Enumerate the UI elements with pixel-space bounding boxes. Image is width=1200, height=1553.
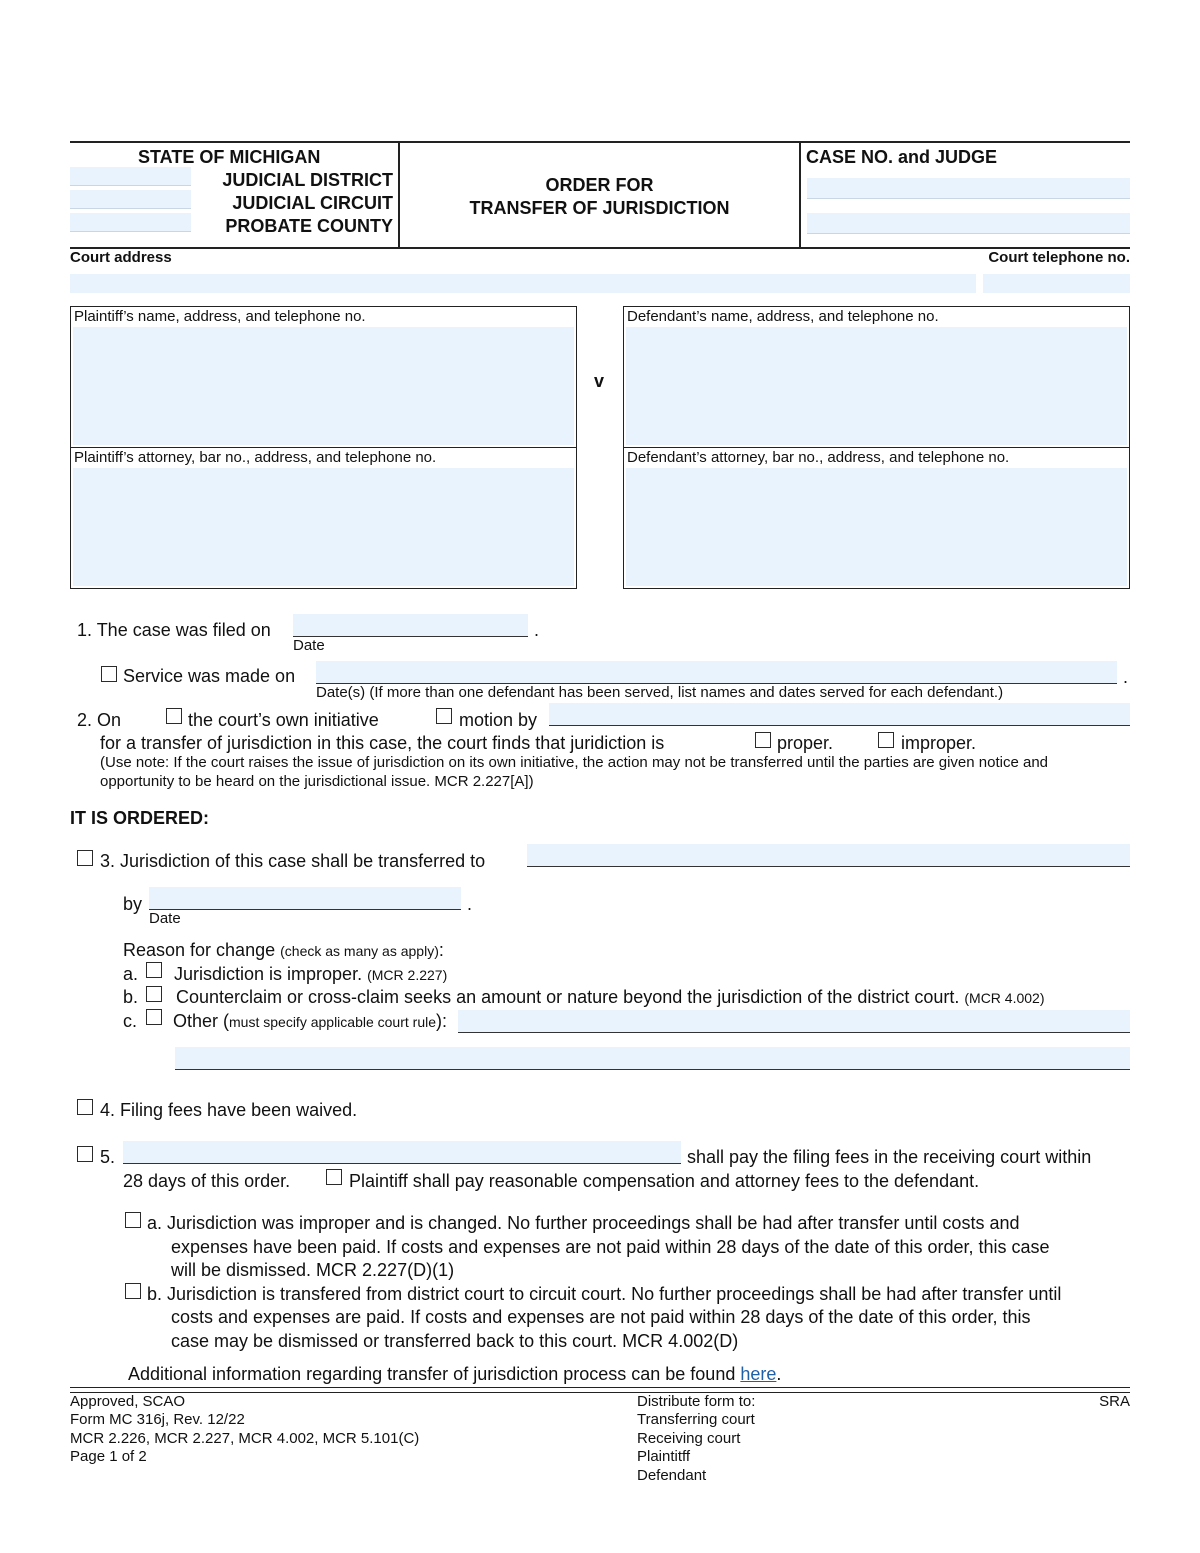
item4-text: 4. Filing fees have been waived.: [100, 1100, 358, 1120]
plaintiff-box[interactable]: [70, 306, 577, 448]
item5a-checkbox[interactable]: [125, 1212, 141, 1228]
use-note-line2: opportunity to be heard on the jurisdictional issue. MCR 2.227[A]): [100, 773, 534, 790]
motion-checkbox[interactable]: [436, 708, 452, 724]
item5-line2-start: 28 days of this order.: [123, 1171, 291, 1191]
case-judge-label: CASE NO. and JUDGE: [806, 147, 998, 167]
probate-field[interactable]: [70, 213, 191, 232]
service-period: .: [1123, 667, 1129, 687]
reason-c-line-2: [175, 1069, 1130, 1070]
reason-c-line: [458, 1032, 1130, 1033]
item4-checkbox[interactable]: [77, 1099, 93, 1115]
filed-date-line: [293, 636, 528, 637]
state-label: STATE OF MICHIGAN: [138, 147, 321, 167]
circuit-field[interactable]: [70, 190, 191, 209]
judge-field[interactable]: [807, 213, 1130, 234]
item5a-line1: a. Jurisdiction was improper and is changed. No further proceedings shall be had after transfer until costs and: [147, 1213, 1020, 1233]
item5b-line3: case may be dismissed or transferred back to this court. MCR 4.002(D): [171, 1331, 739, 1351]
item3-by: by: [123, 894, 143, 914]
payer-line: [123, 1163, 681, 1164]
item5b-line1: b. Jurisdiction is transfered from district court to circuit court. No further proceedings shall be had after transfer until: [147, 1284, 1062, 1304]
motion-by-field[interactable]: [549, 703, 1130, 725]
use-note-line1: (Use note: If the court raises the issue of jurisdiction on its own initiative, the action may not be transferred until the parties are given notice and: [100, 754, 1049, 771]
defendant-field[interactable]: [626, 327, 1127, 445]
item5b-checkbox[interactable]: [125, 1283, 141, 1299]
district-field[interactable]: [70, 167, 191, 186]
reason-label: Reason for change: [123, 940, 276, 960]
item5a-line3: will be dismissed. MCR 2.227(D)(1): [171, 1260, 455, 1280]
reason-b-text: Counterclaim or cross-claim seeks an amount or nature beyond the jurisdiction of the district court.: [176, 987, 960, 1007]
reason-c-checkbox[interactable]: [146, 1009, 162, 1025]
motion-by-line: [549, 725, 1130, 726]
distribute-item: Defendant: [637, 1467, 707, 1484]
reason-b-letter: b.: [123, 987, 139, 1007]
defendant-attorney-label: Defendant’s attorney, bar no., address, and telephone no.: [627, 449, 1010, 466]
defendant-box[interactable]: [623, 306, 1130, 448]
plaintiff-attorney-box[interactable]: [70, 447, 577, 589]
distribute-item: Transferring court: [637, 1411, 755, 1428]
plaintiff-label: Plaintiff’s name, address, and telephone no.: [74, 308, 366, 325]
reason-c-field[interactable]: [458, 1010, 1130, 1032]
own-initiative-label: the court’s own initiative: [188, 710, 379, 730]
item5-number: 5.: [100, 1147, 116, 1167]
reason-b: [176, 986, 1045, 1009]
plaintiff-attorney-label: Plaintiff’s attorney, bar no., address, and telephone no.: [74, 449, 437, 466]
court-telephone-field[interactable]: [983, 274, 1130, 293]
court-address-field[interactable]: [70, 274, 976, 293]
footer-form: Form MC 316j, Rev. 12/22: [70, 1411, 245, 1428]
probate-label: PROBATE COUNTY: [225, 216, 393, 236]
transfer-date-field[interactable]: [149, 887, 461, 909]
reason-colon: :: [438, 940, 444, 960]
reason-b-checkbox[interactable]: [146, 986, 162, 1002]
circuit-label: JUDICIAL CIRCUIT: [232, 193, 393, 213]
service-caption: Date(s) (If more than one defendant has been served, list names and dates served for each defendant.): [316, 684, 1004, 701]
header-bottom-rule: [70, 247, 1130, 249]
footer-double-rule: [70, 1387, 1130, 1393]
versus-label: v: [594, 371, 605, 391]
plaintiff-pay-label: Plaintiff shall pay reasonable compensation and attorney fees to the defendant.: [349, 1171, 980, 1191]
reason-a-letter: a.: [123, 964, 139, 984]
court-address-label: Court address: [70, 249, 172, 266]
form-title-line2: TRANSFER OF JURISDICTION: [469, 198, 730, 218]
reason-c: [173, 1010, 447, 1033]
filed-date-field[interactable]: [293, 614, 528, 636]
proper-checkbox[interactable]: [755, 732, 771, 748]
additional-info-text: Additional information regarding transfer of jurisdiction process can be found: [128, 1364, 736, 1384]
own-initiative-checkbox[interactable]: [166, 708, 182, 724]
item1-period: .: [534, 620, 540, 640]
item1-text: 1. The case was filed on: [77, 620, 271, 640]
item3-period: .: [467, 894, 473, 914]
footer-code: SRA: [1099, 1393, 1130, 1410]
header-divider-right: [799, 142, 801, 248]
item5a-line2: expenses have been paid. If costs and expenses are not paid within 28 days of the date of this order, this case: [171, 1237, 1050, 1257]
reason-a-rule: (MCR 2.227): [367, 967, 448, 983]
item5-text-after: shall pay the filing fees in the receiving court within: [687, 1147, 1092, 1167]
transfer-date-line: [149, 909, 461, 910]
additional-info-period: .: [776, 1364, 782, 1384]
reason-c-note: must specify applicable court rule: [229, 1014, 437, 1030]
distribute-item: Receiving court: [637, 1430, 741, 1447]
distribute-label: Distribute form to:: [637, 1393, 756, 1410]
plaintiff-pay-checkbox[interactable]: [326, 1169, 342, 1185]
court-telephone-label: Court telephone no.: [988, 249, 1130, 266]
defendant-attorney-box[interactable]: [623, 447, 1130, 589]
transfer-date-caption: Date: [149, 910, 181, 927]
reason-a-checkbox[interactable]: [146, 962, 162, 978]
additional-info-link[interactable]: here: [740, 1364, 777, 1384]
reason-c-text: Other (: [173, 1011, 230, 1031]
item3-text: 3. Jurisdiction of this case shall be transferred to: [100, 851, 486, 871]
filed-date-caption: Date: [293, 637, 325, 654]
plaintiff-field[interactable]: [73, 327, 574, 445]
payer-field[interactable]: [123, 1141, 681, 1163]
reason-c-letter: c.: [123, 1011, 138, 1031]
ordered-heading: IT IS ORDERED:: [70, 808, 210, 828]
item5-checkbox[interactable]: [77, 1146, 93, 1162]
improper-label: improper.: [901, 733, 977, 753]
footer-rules: MCR 2.226, MCR 2.227, MCR 4.002, MCR 5.101(C): [70, 1430, 420, 1447]
distribute-item: Plaintitff: [637, 1448, 691, 1465]
item3-checkbox[interactable]: [77, 850, 93, 866]
reason-a-text: Jurisdiction is improper.: [174, 964, 363, 984]
service-text: Service was made on: [123, 666, 296, 686]
item2-line2: for a transfer of jurisdiction in this case, the court finds that juridiction is: [100, 733, 665, 753]
reason-c-close: ):: [436, 1011, 448, 1031]
reason-note: (check as many as apply): [280, 943, 439, 959]
item5b-line2: costs and expenses are paid. If costs and expenses are not paid within 28 days of the date of this order, this: [171, 1307, 1031, 1327]
transfer-to-field[interactable]: [527, 844, 1130, 866]
item2-on: 2. On: [77, 710, 122, 730]
footer-approved: Approved, SCAO: [70, 1393, 186, 1410]
defendant-label: Defendant’s name, address, and telephone no.: [627, 308, 939, 325]
reason-c-field-2[interactable]: [175, 1047, 1130, 1069]
reason-a: [174, 963, 447, 986]
proper-label: proper.: [777, 733, 834, 753]
form-title-line1: ORDER FOR: [545, 175, 654, 195]
motion-label: motion by: [459, 710, 538, 730]
service-date-field[interactable]: [316, 661, 1117, 683]
case-number-field[interactable]: [807, 178, 1130, 199]
plaintiff-attorney-field[interactable]: [73, 468, 574, 586]
header-top-rule: [70, 141, 1130, 143]
improper-checkbox[interactable]: [878, 732, 894, 748]
transfer-to-line: [527, 866, 1130, 867]
additional-info: [128, 1363, 781, 1385]
district-label: JUDICIAL DISTRICT: [222, 170, 393, 190]
footer-page: Page 1 of 2: [70, 1448, 147, 1465]
defendant-attorney-field[interactable]: [626, 468, 1127, 586]
service-checkbox[interactable]: [101, 666, 117, 682]
reason-heading: [123, 939, 444, 962]
reason-b-rule: (MCR 4.002): [964, 990, 1045, 1006]
